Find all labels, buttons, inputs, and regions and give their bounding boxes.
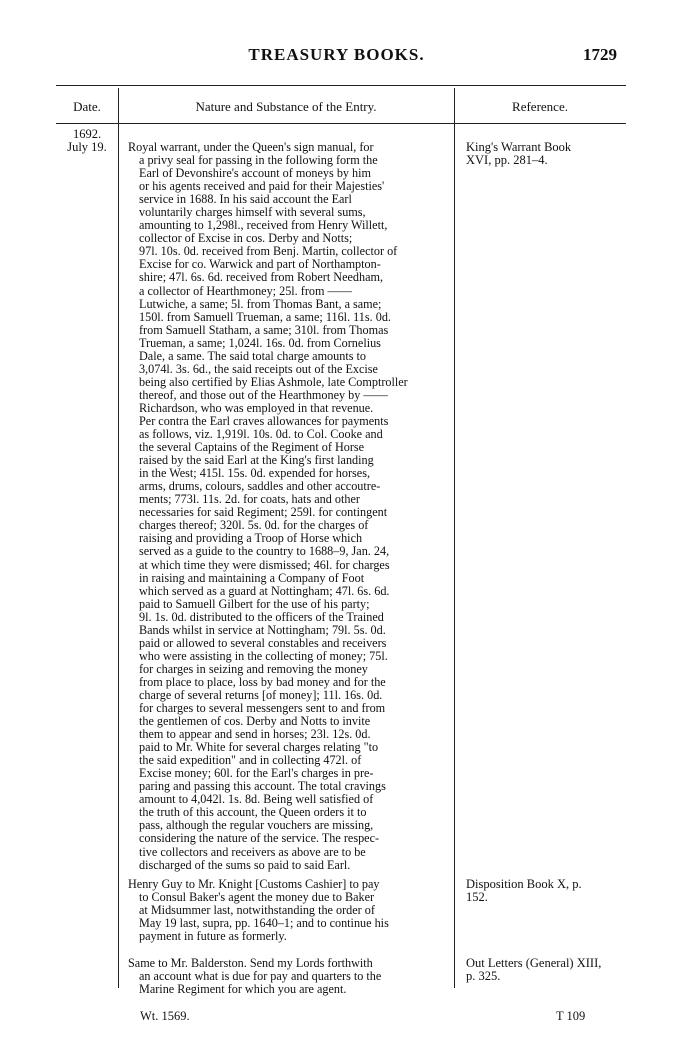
entry-text-line: the truth of this account, the Queen orders it to xyxy=(139,805,367,820)
entry-text-line: raising and providing a Troop of Horse which xyxy=(139,531,363,546)
entry-text-line: payment in future as formerly. xyxy=(139,929,287,944)
entry-text-line: them to appear and send in horses; 23l. 12s. 0d. xyxy=(139,727,371,742)
entry-text-line: tive collectors and receivers as above are to be xyxy=(139,844,366,859)
footer-signature-mark: T 109 xyxy=(556,1009,586,1023)
entry-text-line: as follows, viz. 1,919l. 10s. 0d. to Col. Cooke and xyxy=(139,427,383,442)
entry-text-line: 9l. 1s. 0d. distributed to the officers of the Trained xyxy=(139,609,384,624)
entry-text-line: in the West; 415l. 15s. 0d. expended for horses, xyxy=(139,466,370,481)
reference-line: Out Letters (General) XIII, xyxy=(466,956,602,970)
table-top-rule xyxy=(56,85,626,86)
entry-text-line: ments; 773l. 11s. 2d. for coats, hats and other xyxy=(139,492,360,507)
entry-text-line: Earl of Devonshire's account of moneys by him xyxy=(139,166,372,181)
entry-text-line: at which time they were dismissed; 46l. for charges xyxy=(139,557,390,572)
entry-text-line: Per contra the Earl craves allowances for payments xyxy=(139,413,389,428)
entry-year: 1692. xyxy=(72,127,102,141)
column-header-date: Date. xyxy=(73,99,101,114)
entry-text-line: from place to place, loss by bad money and for the xyxy=(139,674,386,689)
running-title: TREASURY BOOKS. xyxy=(248,45,425,64)
entry-text-line: necessaries for said Regiment; 259l. for contingent xyxy=(139,505,388,520)
entry-text-line: 150l. from Samuell Trueman, a same; 116l. 11s. 0d. xyxy=(139,309,391,324)
entry-text-line: in raising and maintaining a Company of Foot xyxy=(139,570,365,585)
entry-text-line: May 19 last, supra, pp. 1640–1; and to continue his xyxy=(139,916,389,931)
entry-text-line: discharged of the sums so paid to said Earl. xyxy=(139,857,351,872)
entry-text-line: a collector of Hearthmoney; 25l. from —— xyxy=(139,283,352,298)
entry-text-line: who were assisting in the collecting of money; 75l. xyxy=(139,648,388,663)
entry-royal-warrant xyxy=(128,141,448,872)
entry-text-line: considering the nature of the service. The respec- xyxy=(139,831,380,846)
entry-text-line: at Midsummer last, notwithstanding the order of xyxy=(139,903,375,918)
entry-text-line: charge of several returns [of money]; 11l. 16s. 0d. xyxy=(139,687,383,702)
entry-text-line: pass, although the regular vouchers are missing, xyxy=(139,818,374,833)
entry-text-line: Bands whilst in service at Nottingham; 79l. 5s. 0d. xyxy=(139,622,386,637)
entry-text-line: the gentlemen of cos. Derby and Notts to invite xyxy=(139,714,371,729)
footer-warrant-number: Wt. 1569. xyxy=(140,1009,190,1023)
entry-text-line: Excise for co. Warwick and part of Northampton- xyxy=(139,257,381,272)
column-header-reference: Reference. xyxy=(512,99,568,114)
column-header-nature: Nature and Substance of the Entry. xyxy=(195,99,377,114)
entry-text-line: voluntarily charges himself with several sums, xyxy=(139,205,366,220)
entry-text-line: raised by the said Earl at the King's first landing xyxy=(139,453,374,468)
entry-text-line: service in 1688. In his said account the Earl xyxy=(139,192,352,207)
entry-text-line: Dale, a same. The said total charge amounts to xyxy=(139,348,366,363)
entry-text-line: paid to Samuell Gilbert for the use of his party; xyxy=(139,596,370,611)
entry-text-line: Trueman, a same; 1,024l. 16s. 0d. from Cornelius xyxy=(139,335,381,350)
entry-text-line: paid or allowed to several constables and receivers xyxy=(139,635,387,650)
entry-text-line: a privy seal for passing in the following form the xyxy=(139,153,378,168)
column-divider-reference xyxy=(454,88,455,988)
reference-line: King's Warrant Book xyxy=(466,140,572,154)
entry-text-line: 97l. 10s. 0d. received from Benj. Martin, collector of xyxy=(139,244,398,259)
entry-text-line: paring and passing this account. The total cravings xyxy=(139,779,386,794)
entry-text-line: Excise money; 60l. for the Earl's charges in pre- xyxy=(139,766,374,781)
entry-text-line: paid to Mr. White for several charges relating "to xyxy=(139,740,379,755)
entry-balderston xyxy=(128,957,448,996)
entry-text-line: amounting to 1,298l., received from Henry Willett, xyxy=(139,218,388,233)
reference-line: XVI, pp. 281–4. xyxy=(466,153,548,167)
table-header-rule xyxy=(56,123,626,124)
reference-line: 152. xyxy=(466,890,488,904)
entry-text-line: Same to Mr. Balderston. Send my Lords forthwith xyxy=(128,956,373,970)
entry-text-line: Marine Regiment for which you are agent. xyxy=(139,982,347,997)
entry-text-line: collector of Excise in cos. Derby and Notts; xyxy=(139,231,353,246)
entry-date xyxy=(56,128,118,154)
entry-text-line: Henry Guy to Mr. Knight [Customs Cashier] to pay xyxy=(128,877,380,891)
entry-text-line: 3,074l. 3s. 6d., the said receipts out of the Excise xyxy=(139,361,378,376)
entry-text-line: thereof, and those out of the Hearthmoney by —— xyxy=(139,387,388,402)
reference-line: p. 325. xyxy=(466,969,501,983)
entry-henry-guy xyxy=(128,878,448,943)
entry-text-line: Royal warrant, under the Queen's sign manual, for xyxy=(128,140,374,154)
entry-text-line: the said expedition" and in collecting 472l. of xyxy=(139,753,362,768)
entry-text-line: for charges to several messengers sent to and from xyxy=(139,701,386,716)
entry-text-line: to Consul Baker's agent the money due to Baker xyxy=(139,890,375,905)
column-divider-date xyxy=(118,88,119,988)
entry-text-line: the several Captains of the Regiment of Horse xyxy=(139,440,365,455)
entry-text-line: Lutwiche, a same; 5l. from Thomas Bant, a same; xyxy=(139,296,382,311)
entry-text-line: an account what is due for pay and quarters to the xyxy=(139,969,382,984)
entry-text-line: which served as a guard at Nottingham; 47l. 6s. 6d. xyxy=(139,583,390,598)
entry-reference-disposition xyxy=(466,878,620,904)
entry-text-line: or his agents received and paid for their Majesties' xyxy=(139,179,385,194)
entry-text-line: served as a guide to the country to 1688–9, Jan. 24, xyxy=(139,544,390,559)
entry-text-line: arms, drums, colours, saddles and other accoutre- xyxy=(139,479,381,494)
entry-text-line: Richardson, who was employed in that revenue. xyxy=(139,400,374,415)
reference-line: Disposition Book X, p. xyxy=(466,877,582,891)
entry-text-line: for charges in seizing and removing the money xyxy=(139,661,368,676)
entry-text-line: being also certified by Elias Ashmole, late Comptroller xyxy=(139,374,408,389)
entry-text-line: from Samuell Statham, a same; 310l. from Thomas xyxy=(139,322,389,337)
entry-reference-kings-warrant xyxy=(466,141,620,167)
entry-reference-out-letters xyxy=(466,957,620,983)
entry-day: July 19. xyxy=(67,140,107,154)
entry-text-line: amount to 4,042l. 1s. 8d. Being well satisfied of xyxy=(139,792,374,807)
page-number: 1729 xyxy=(583,45,617,64)
entry-text-line: charges thereof; 320l. 5s. 0d. for the charges of xyxy=(139,518,369,533)
entry-text-line: shire; 47l. 6s. 6d. received from Robert Needham, xyxy=(139,270,384,285)
